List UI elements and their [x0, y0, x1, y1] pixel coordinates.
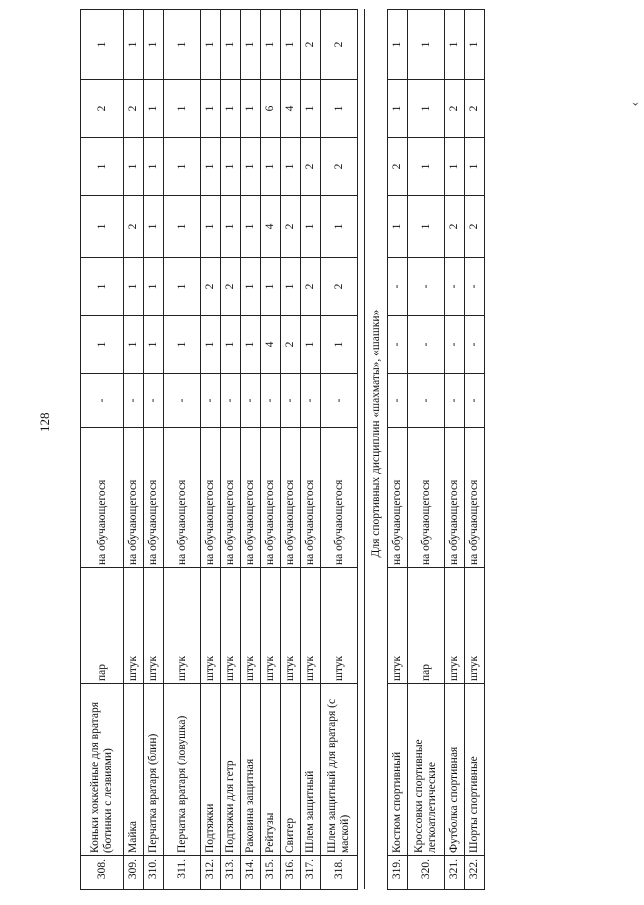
section-heading: Для спортивных дисциплин «шахматы», «шашки»	[365, 10, 388, 568]
item-name: Подтяжки для гетр	[221, 684, 241, 856]
table-row	[261, 10, 281, 890]
unit-of-measure: штук	[281, 568, 301, 684]
quantity-cell: 1	[164, 196, 201, 258]
quantity-cell: 2	[321, 138, 358, 196]
quantity-cell: 4	[261, 196, 281, 258]
quantity-cell: 2	[124, 196, 144, 258]
row-number: 315.	[261, 856, 281, 890]
quantity-cell: 2	[465, 196, 485, 258]
row-number: 314.	[241, 856, 261, 890]
quantity-cell: 1	[241, 80, 261, 138]
item-name: Шорты спортивные	[465, 684, 485, 856]
row-number: 312.	[201, 856, 221, 890]
row-number: 313.	[221, 856, 241, 890]
quantity-cell: -	[445, 374, 465, 428]
quantity-cell: 1	[408, 10, 445, 80]
quantity-cell: 1	[301, 196, 321, 258]
quantity-cell: 2	[321, 10, 358, 80]
quantity-cell: 1	[81, 316, 124, 374]
quantity-cell: -	[241, 374, 261, 428]
row-number: 316.	[281, 856, 301, 890]
quantity-cell: 1	[201, 196, 221, 258]
unit-of-measure: штук	[164, 568, 201, 684]
quantity-cell: 1	[261, 138, 281, 196]
calculation-unit: на обучающегося	[281, 428, 301, 568]
quantity-cell: 1	[281, 10, 301, 80]
quantity-cell: -	[388, 258, 408, 316]
quantity-cell: -	[465, 374, 485, 428]
table-row	[81, 10, 124, 890]
table-row	[221, 10, 241, 890]
item-name: Рейтузы	[261, 684, 281, 856]
quantity-cell: 1	[388, 196, 408, 258]
quantity-cell: 1	[241, 196, 261, 258]
unit-of-measure: штук	[321, 568, 358, 684]
unit-of-measure: штук	[388, 568, 408, 684]
item-name: Перчатка вратаря (ловушка)	[164, 684, 201, 856]
table-row	[281, 10, 301, 890]
quantity-cell: -	[408, 258, 445, 316]
row-number: 317.	[301, 856, 321, 890]
calculation-unit: на обучающегося	[445, 428, 465, 568]
table-row	[321, 10, 358, 890]
quantity-cell: 1	[164, 138, 201, 196]
quantity-cell: 1	[144, 258, 164, 316]
table-row	[445, 10, 465, 890]
unit-of-measure: штук	[201, 568, 221, 684]
item-name: Подтяжки	[201, 684, 221, 856]
calculation-unit: на обучающегося	[261, 428, 281, 568]
quantity-cell: -	[301, 374, 321, 428]
quantity-cell: 2	[301, 258, 321, 316]
row-number: 318.	[321, 856, 358, 890]
quantity-cell: 1	[81, 258, 124, 316]
quantity-cell: 2	[445, 196, 465, 258]
calculation-unit: на обучающегося	[388, 428, 408, 568]
quantity-cell: 2	[445, 80, 465, 138]
quantity-cell: 1	[124, 138, 144, 196]
calculation-unit: на обучающегося	[81, 428, 124, 568]
quantity-cell: -	[445, 316, 465, 374]
item-name: Майка	[124, 684, 144, 856]
quantity-cell: 1	[321, 80, 358, 138]
unit-of-measure: штук	[241, 568, 261, 684]
quantity-cell: 1	[408, 138, 445, 196]
table-row	[301, 10, 321, 890]
quantity-cell: 1	[241, 258, 261, 316]
table-row	[144, 10, 164, 890]
row-number: 310.	[144, 856, 164, 890]
quantity-cell: 2	[124, 80, 144, 138]
unit-of-measure: пар	[81, 568, 124, 684]
item-name: Костюм спортивный	[388, 684, 408, 856]
row-number: 322.	[465, 856, 485, 890]
quantity-cell: 1	[241, 138, 261, 196]
unit-of-measure: штук	[144, 568, 164, 684]
quantity-cell: -	[321, 374, 358, 428]
quantity-cell: 1	[241, 10, 261, 80]
quantity-cell: 1	[408, 196, 445, 258]
quantity-cell: -	[465, 258, 485, 316]
calculation-unit: на обучающегося	[164, 428, 201, 568]
quantity-cell: -	[201, 374, 221, 428]
quantity-cell: 1	[281, 258, 301, 316]
quantity-cell: 1	[445, 138, 465, 196]
quantity-cell: 1	[144, 316, 164, 374]
quantity-cell: 1	[144, 10, 164, 80]
quantity-cell: -	[408, 374, 445, 428]
table-row	[201, 10, 221, 890]
quantity-cell: -	[408, 316, 445, 374]
item-name: Кроссовки спортивные легкоатлетические	[408, 684, 445, 856]
quantity-cell: 1	[221, 316, 241, 374]
quantity-cell: 1	[81, 196, 124, 258]
quantity-cell: 2	[301, 10, 321, 80]
quantity-cell: 2	[321, 258, 358, 316]
quantity-cell: 1	[241, 316, 261, 374]
quantity-cell: 1	[164, 10, 201, 80]
quantity-cell: 1	[124, 10, 144, 80]
quantity-cell: 1	[221, 80, 241, 138]
quantity-cell: 2	[201, 258, 221, 316]
quantity-cell: -	[445, 258, 465, 316]
item-name: Коньки хоккейные для вратаря (ботинки с лезвиями)	[81, 684, 124, 856]
quantity-cell: -	[388, 374, 408, 428]
unit-of-measure: пар	[408, 568, 445, 684]
table-row	[388, 10, 408, 890]
calculation-unit: на обучающегося	[201, 428, 221, 568]
calculation-unit: на обучающегося	[321, 428, 358, 568]
quantity-cell: 1	[201, 316, 221, 374]
table-body-hockey	[81, 10, 358, 890]
quantity-cell: 1	[465, 138, 485, 196]
quantity-cell: 1	[201, 138, 221, 196]
calculation-unit: на обучающегося	[301, 428, 321, 568]
row-number: 311.	[164, 856, 201, 890]
table-row	[124, 10, 144, 890]
row-number: 309.	[124, 856, 144, 890]
item-name: Шлем защитный для вратаря (с маской)	[321, 684, 358, 856]
quantity-cell: 2	[221, 258, 241, 316]
quantity-cell: 1	[388, 10, 408, 80]
quantity-cell: 1	[301, 80, 321, 138]
quantity-cell: 1	[144, 196, 164, 258]
quantity-cell: -	[261, 374, 281, 428]
quantity-cell: 1	[261, 10, 281, 80]
quantity-cell: 1	[321, 316, 358, 374]
rotated-table-wrapper	[80, 10, 485, 890]
page-number: 128	[37, 412, 52, 432]
table-section-header	[358, 10, 388, 890]
table-row	[465, 10, 485, 890]
unit-of-measure: штук	[124, 568, 144, 684]
quantity-cell: -	[124, 374, 144, 428]
quantity-cell: 1	[144, 80, 164, 138]
table-row	[241, 10, 261, 890]
unit-of-measure: штук	[261, 568, 281, 684]
quantity-cell: -	[164, 374, 201, 428]
quantity-cell: 1	[221, 10, 241, 80]
quantity-cell: 1	[164, 80, 201, 138]
quantity-cell: 1	[388, 80, 408, 138]
row-number: 321.	[445, 856, 465, 890]
row-number: 319.	[388, 856, 408, 890]
quantity-cell: 1	[81, 138, 124, 196]
quantity-cell: 1	[201, 80, 221, 138]
unit-of-measure: штук	[301, 568, 321, 684]
quantity-cell: 1	[321, 196, 358, 258]
quantity-cell: 4	[261, 316, 281, 374]
quantity-cell: -	[388, 316, 408, 374]
quantity-cell: -	[465, 316, 485, 374]
quantity-cell: 2	[281, 196, 301, 258]
quantity-cell: -	[221, 374, 241, 428]
calculation-unit: на обучающегося	[241, 428, 261, 568]
item-name: Футболка спортивная	[445, 684, 465, 856]
quantity-cell: 1	[301, 316, 321, 374]
quantity-cell: 2	[81, 80, 124, 138]
quantity-cell: 1	[201, 10, 221, 80]
table-row	[164, 10, 201, 890]
quantity-cell: 1	[124, 258, 144, 316]
row-number: 320.	[408, 856, 445, 890]
quantity-cell: 1	[221, 196, 241, 258]
quantity-cell: 1	[164, 258, 201, 316]
calculation-unit: на обучающегося	[408, 428, 445, 568]
table-row	[408, 10, 445, 890]
quantity-cell: 1	[144, 138, 164, 196]
quantity-cell: 1	[408, 80, 445, 138]
quantity-cell: 1	[465, 10, 485, 80]
quantity-cell: 1	[81, 10, 124, 80]
item-name: Шлем защитный	[301, 684, 321, 856]
unit-of-measure: штук	[445, 568, 465, 684]
quantity-cell: 2	[465, 80, 485, 138]
calculation-unit: на обучающегося	[465, 428, 485, 568]
equipment-table	[80, 9, 485, 890]
calculation-unit: на обучающегося	[144, 428, 164, 568]
row-number: 308.	[81, 856, 124, 890]
quantity-cell: 1	[261, 258, 281, 316]
table-body-chess	[388, 10, 485, 890]
calculation-unit: на обучающегося	[124, 428, 144, 568]
quantity-cell: 4	[281, 80, 301, 138]
quantity-cell: 2	[281, 316, 301, 374]
quantity-cell: 2	[301, 138, 321, 196]
item-name: Раковина защитная	[241, 684, 261, 856]
quantity-cell: 1	[124, 316, 144, 374]
quantity-cell: -	[81, 374, 124, 428]
unit-of-measure: штук	[465, 568, 485, 684]
margin-mark-icon: ‹	[627, 101, 643, 107]
quantity-cell: -	[144, 374, 164, 428]
item-name: Перчатка вратаря (блин)	[144, 684, 164, 856]
quantity-cell: 1	[445, 10, 465, 80]
quantity-cell: 1	[164, 316, 201, 374]
quantity-cell: 6	[261, 80, 281, 138]
quantity-cell: 1	[221, 138, 241, 196]
quantity-cell: 1	[281, 138, 301, 196]
unit-of-measure: штук	[221, 568, 241, 684]
item-name: Свитер	[281, 684, 301, 856]
quantity-cell: -	[281, 374, 301, 428]
calculation-unit: на обучающегося	[221, 428, 241, 568]
quantity-cell: 2	[388, 138, 408, 196]
